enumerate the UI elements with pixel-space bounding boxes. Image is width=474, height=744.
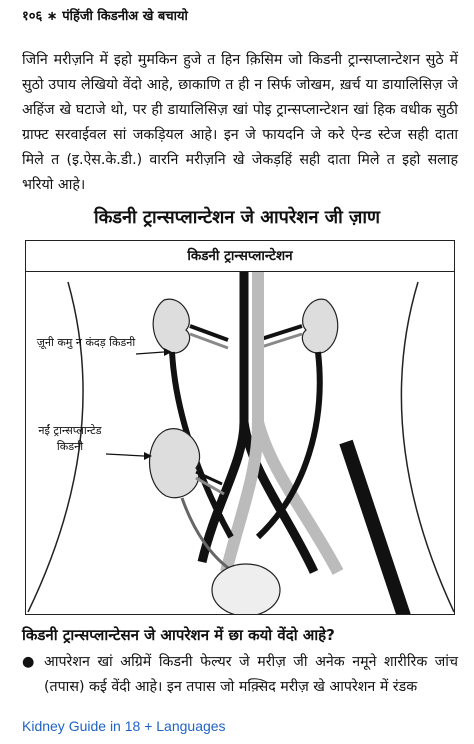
footer-link[interactable]: Kidney Guide in 18 + Languages xyxy=(22,718,226,734)
old-kidney-right xyxy=(302,299,337,353)
label-old-kidney: ज़ूनी कमु न कंदड़ किडनी xyxy=(36,336,136,349)
question-heading: किडनी ट्रान्सप्लान्टेसन जे आपरेशन में छा कयो वेंदो आहे? xyxy=(22,626,335,644)
arrow-old-kidney xyxy=(136,352,164,354)
bullet-item xyxy=(22,650,458,700)
bladder xyxy=(212,564,280,615)
transplant-figure xyxy=(25,240,455,615)
intro-paragraph: जिनि मरीज़नि में इहो मुमकिन हुजे त हिन क़िसिम जो किडनी ट्रान्सप्लान्टेशन सुठे में सुठो उपाय लेखियो वेंदो आहे, छाकाणि त ही न सिर्फ जोखम, ख़र्च या डायालिसिज़ जे अहिंज खे घटाजे थो, पर ही डायालिसिज़ खां पोइ ट्रान्सप्लान्टेशन खां हिक वधीक सुठी ग्राफ्ट सरवाईवल सां जकड़ियल आहे। इन जे फायदनि जे करे ऐन्ड स्टेज सही दाता मिले त (इ.ऐस.के.डी.) वारनि मरीज़नि खे जेकड़हिं सही दाता मिले त इहो सलाह भरियो आहे। xyxy=(22,52,458,193)
figure-title: किडनी ट्रान्सप्लान्टेशन xyxy=(26,241,454,272)
new-kidney xyxy=(150,429,200,498)
label-new-kidney: नईं ट्रान्सप्लान्टेड किडनी xyxy=(38,424,102,453)
section-title: किडनी ट्रान्सप्लान्टेशन जे आपरेशन जी ज़ाण xyxy=(93,207,381,228)
page-header: १०६ ∗ पंहिंजी किडनीअ खे बचायो xyxy=(22,9,188,24)
bullet-dot-icon: ● xyxy=(22,654,35,670)
body-outline-right xyxy=(401,282,454,612)
bullet-text: आपरेशन खां अग्रिमें किडनी फेल्यर जे मरीज़ जी अनेक नमूने शारीरिक जांच (तपास) कई वेंदी आहे। इन तपास जो मक़्सिद मरीज़ खे आपरेशन में रंडक xyxy=(44,654,458,695)
old-kidney-left xyxy=(153,299,190,353)
arrow-new-kidney xyxy=(106,454,144,456)
